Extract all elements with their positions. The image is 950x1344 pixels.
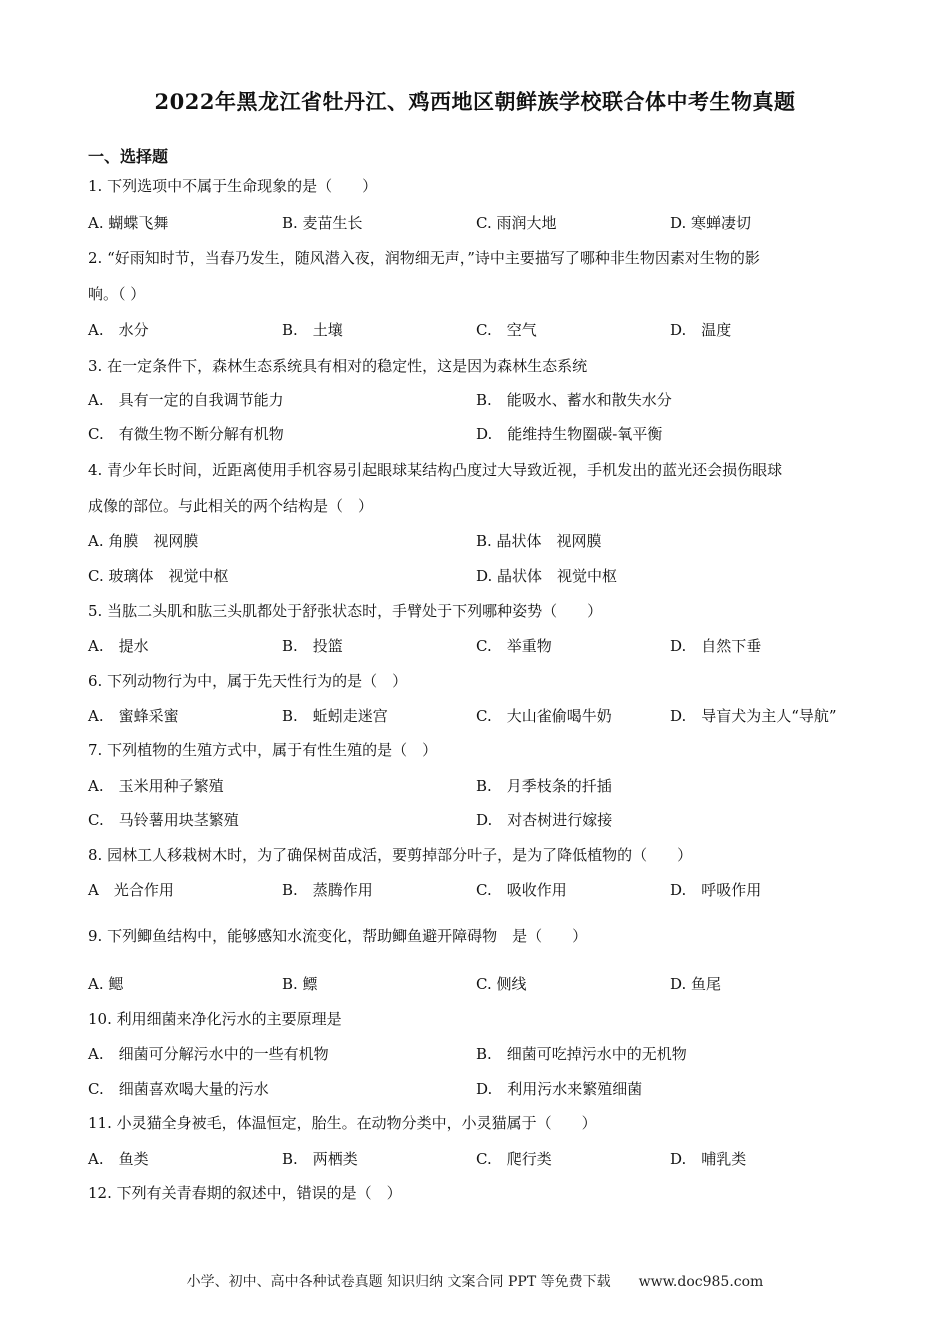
question-2-option-d: D. 温度 — [670, 321, 732, 339]
question-1-option-c: C. 雨润大地 — [476, 214, 557, 232]
question-4-option-d: D. 晶状体 视觉中枢 — [476, 567, 618, 585]
question-3-option-d: D. 能维持生物圈碳-氧平衡 — [476, 425, 663, 443]
question-11-stem: 11. 小灵猫全身被毛，体温恒定，胎生。在动物分类中，小灵猫属于（ ） — [88, 1114, 597, 1132]
question-3-stem: 3. 在一定条件下，森林生态系统具有相对的稳定性，这是因为森林生态系统 — [88, 357, 588, 375]
question-1-option-d: D. 寒蝉凄切 — [670, 214, 752, 232]
question-12-stem: 12. 下列有关青春期的叙述中，错误的是（ ） — [88, 1184, 402, 1202]
question-10-option-b: B. 细菌可吃掉污水中的无机物 — [476, 1045, 687, 1063]
question-5-option-b: B. 投篮 — [282, 637, 343, 655]
question-9-option-d: D. 鱼尾 — [670, 975, 722, 993]
question-7-option-c: C. 马铃薯用块茎繁殖 — [88, 811, 239, 829]
question-5-stem: 5. 当肱二头肌和肱三头肌都处于舒张状态时，手臂处于下列哪种姿势（ ） — [88, 602, 603, 620]
question-1-option-b: B. 麦苗生长 — [282, 214, 363, 232]
question-4-stem: 4. 青少年长时间，近距离使用手机容易引起眼球某结构凸度过大导致近视，手机发出的蓝光还会损伤眼球 — [88, 461, 783, 479]
question-3-option-a: A. 具有一定的自我调节能力 — [88, 391, 284, 409]
question-11-option-a: A. 鱼类 — [88, 1150, 149, 1168]
question-6-option-b: B. 蚯蚓走迷宫 — [282, 707, 388, 725]
question-1-option-a: A. 蝴蝶飞舞 — [88, 214, 169, 232]
question-5-option-a: A. 提水 — [88, 637, 149, 655]
section-heading: 一、选择题 — [88, 147, 169, 166]
question-2-option-a: A. 水分 — [88, 321, 149, 339]
question-10-stem: 10. 利用细菌来净化污水的主要原理是 — [88, 1010, 342, 1028]
question-11-option-c: C. 爬行类 — [476, 1150, 552, 1168]
question-5-option-d: D. 自然下垂 — [670, 637, 762, 655]
question-8-option-d: D. 呼吸作用 — [670, 881, 762, 899]
question-2-option-b: B. 土壤 — [282, 321, 343, 339]
page-title: 2022年黑龙江省牡丹江、鸡西地区朝鲜族学校联合体中考生物真题 — [154, 89, 796, 114]
question-2-stem-continued: 响。（ ） — [88, 285, 146, 303]
question-6-option-c: C. 大山雀偷喝牛奶 — [476, 707, 612, 725]
question-9-option-c: C. 侧线 — [476, 975, 527, 993]
question-8-option-c: C. 吸收作用 — [476, 881, 567, 899]
question-7-stem: 7. 下列植物的生殖方式中，属于有性生殖的是（ ） — [88, 741, 438, 759]
question-8-option-b: B. 蒸腾作用 — [282, 881, 373, 899]
question-11-option-d: D. 哺乳类 — [670, 1150, 747, 1168]
question-8-stem: 8. 园林工人移栽树木时，为了确保树苗成活，要剪掉部分叶子，是为了降低植物的（ ） — [88, 846, 693, 864]
question-4-option-a: A. 角膜 视网膜 — [88, 532, 199, 550]
question-1-stem: 1. 下列选项中不属于生命现象的是（ ） — [88, 177, 378, 195]
question-10-option-d: D. 利用污水来繁殖细菌 — [476, 1080, 643, 1098]
question-7-option-d: D. 对杏树进行嫁接 — [476, 811, 613, 829]
question-2-stem: 2. “好雨知时节，当春乃发生，随风潜入夜，润物细无声，”诗中主要描写了哪种非生物因素对生物的影 — [88, 249, 760, 267]
question-11-option-b: B. 两栖类 — [282, 1150, 358, 1168]
question-3-option-c: C. 有微生物不断分解有机物 — [88, 425, 284, 443]
question-6-option-a: A. 蜜蜂采蜜 — [88, 707, 179, 725]
question-9-stem: 9. 下列鲫鱼结构中，能够感知水流变化，帮助鲫鱼避开障碍物 是（ ） — [88, 927, 588, 945]
question-10-option-c: C. 细菌喜欢喝大量的污水 — [88, 1080, 269, 1098]
question-7-option-a: A. 玉米用种子繁殖 — [88, 777, 224, 795]
question-7-option-b: B. 月季枝条的扦插 — [476, 777, 612, 795]
question-3-option-b: B. 能吸水、蓄水和散失水分 — [476, 391, 672, 409]
question-4-stem-continued: 成像的部位。与此相关的两个结构是（ ） — [88, 497, 374, 515]
question-2-option-c: C. 空气 — [476, 321, 537, 339]
footer-text: 小学、初中、高中各种试卷真题 知识归纳 文案合同 PPT 等免费下载 www.doc985.com — [186, 1274, 764, 1290]
question-6-stem: 6. 下列动物行为中，属于先天性行为的是（ ） — [88, 672, 408, 690]
question-4-option-b: B. 晶状体 视网膜 — [476, 532, 602, 550]
question-8-option-a: A 光合作用 — [88, 881, 174, 899]
question-9-option-b: B. 鳔 — [282, 975, 318, 993]
question-6-option-d: D. 导盲犬为主人“导航” — [670, 707, 837, 725]
question-4-option-c: C. 玻璃体 视觉中枢 — [88, 567, 229, 585]
question-5-option-c: C. 举重物 — [476, 637, 552, 655]
question-10-option-a: A. 细菌可分解污水中的一些有机物 — [88, 1045, 329, 1063]
question-9-option-a: A. 鳃 — [88, 975, 124, 993]
